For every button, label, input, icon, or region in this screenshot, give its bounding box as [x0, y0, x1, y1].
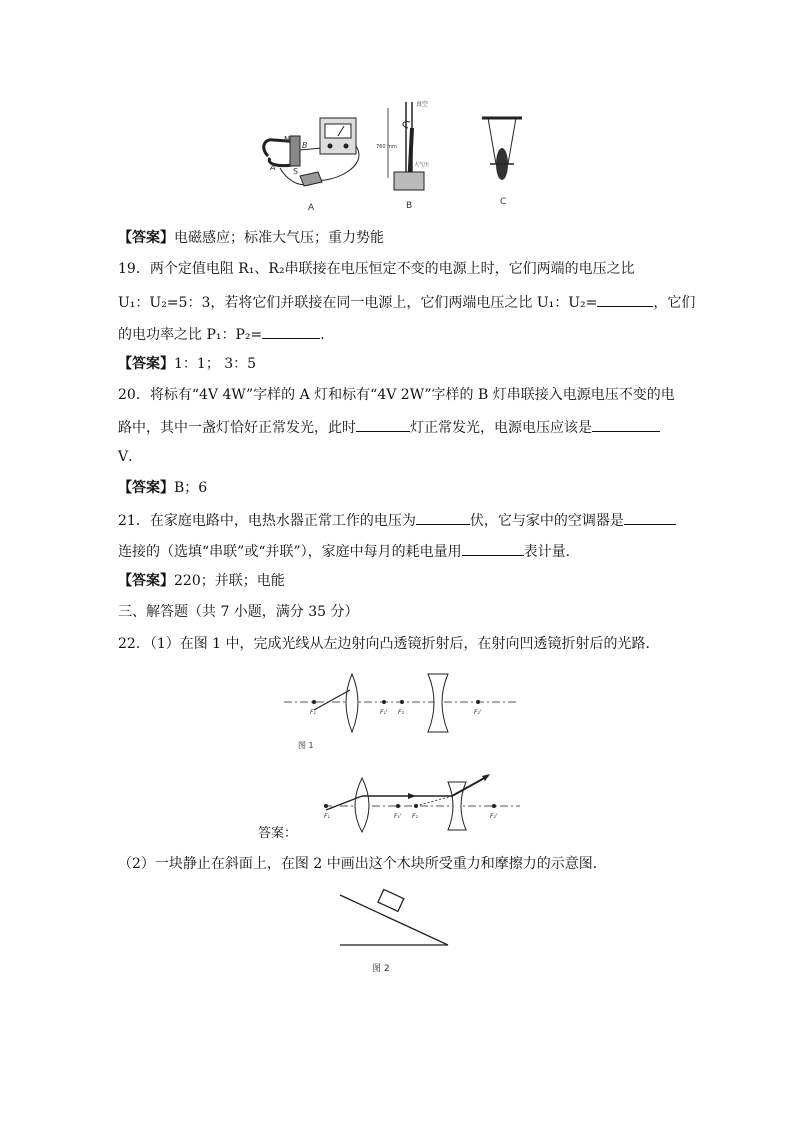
figure-a-caption: A — [308, 203, 315, 213]
question-21-line-1 — [118, 510, 676, 530]
figure-b-torricelli-barometer — [376, 100, 429, 211]
answer-tag: 【答案】 — [118, 573, 174, 589]
answer-20 — [118, 479, 207, 497]
figure-b-label-height: 760 mm — [376, 144, 397, 150]
label-f1: F₁ — [310, 709, 316, 716]
answer-blank — [597, 292, 653, 307]
question-19-line-3 — [118, 324, 334, 344]
answer-tag: 【答案】 — [118, 480, 174, 496]
answer-figure-label: 答案： — [258, 826, 298, 841]
wood-block — [378, 889, 404, 911]
label-f2-prime: F₂' — [474, 709, 482, 716]
answer-19 — [118, 355, 256, 373]
question-19-text-tail: ，它们 — [653, 295, 696, 311]
question-22-part-1: 22．（1）在图 1 中，完成光线从左边射向凸透镜折射后，在射向凹透镜折射后的光路． — [118, 636, 660, 652]
question-22-part-2: （2）一块静止在斜面上，在图 2 中画出这个木块所受重力和摩擦力的示意图． — [118, 856, 607, 872]
concave-lens — [428, 674, 448, 732]
figure-a-label-b: B — [302, 141, 308, 150]
figure-a-label-a: A — [270, 163, 276, 172]
figure-a-label-n: N — [284, 135, 290, 144]
label-f1-prime: F₁' — [394, 813, 402, 820]
question-19-line-2 — [118, 292, 695, 312]
question-20-text-mid: 灯正常发光，电源电压应该是 — [410, 420, 592, 436]
question-19-line-1: 19．两个定值电阻 R₁、R₂串联接在电压恒定不变的电源上时，它们两端的电压之比 — [118, 261, 635, 277]
answer-18 — [118, 229, 384, 247]
question-20-line-3: V． — [118, 449, 143, 465]
answer-tag: 【答案】 — [118, 356, 174, 372]
answer-tag: 【答案】 — [118, 230, 174, 246]
question-21-text: 连接的（选填“串联”或“并联”），家庭中每月的耗电量用 — [118, 544, 462, 560]
label-f2: F₂ — [412, 813, 418, 820]
question-20-text: 路中，其中一盏灯恰好正常发光，此时 — [118, 420, 356, 436]
question-20-line-2 — [118, 417, 660, 437]
label-f1: F₁ — [324, 813, 330, 820]
figure-1-caption: 图 1 — [298, 741, 314, 750]
question-19-text: 的电功率之比 P₁：P₂= — [118, 327, 263, 343]
label-f2: F₂ — [398, 709, 404, 716]
question-21-text-tail: 表计量． — [523, 544, 580, 560]
answer-blank — [356, 417, 410, 432]
apparatus-figures — [260, 98, 540, 218]
answer-blank — [624, 510, 676, 525]
answer-blank — [462, 541, 524, 556]
figure-b-label-atm: 大气压 — [414, 162, 430, 168]
figure-2-incline — [336, 885, 456, 975]
answer-18-text: 电磁感应；标准大气压；重力势能 — [174, 230, 384, 246]
convex-lens — [346, 674, 358, 732]
answer-figure-lens-diagram — [322, 770, 522, 834]
figure-b-label-vacuum: 真空 — [416, 101, 429, 108]
question-19-text-tail: ． — [320, 327, 335, 343]
question-21-line-2 — [118, 541, 580, 561]
answer-20-text: B；6 — [174, 480, 208, 496]
figure-a-label-s: S — [293, 167, 299, 176]
label-f2-prime: F₂' — [490, 813, 498, 820]
figure-1-lens-diagram — [282, 670, 522, 754]
answer-21-text: 220；并联；电能 — [174, 573, 285, 589]
question-21-text-mid: 伏，它与家中的空调器是 — [469, 513, 624, 529]
figure-a-electromagnetic-induction — [264, 118, 359, 213]
question-19-text: U₁：U₂=5：3，若将它们并联接在同一电源上，它们两端电压之比 U₁：U₂= — [118, 295, 598, 311]
figure-c-maxwell-wheel — [482, 118, 522, 207]
convex-lens — [355, 778, 369, 832]
section-3-heading: 三、解答题（共 7 小题，满分 35 分） — [118, 604, 359, 620]
label-f1-prime: F₁' — [380, 709, 388, 716]
question-21-text: 21．在家庭电路中，电热水器正常工作的电压为 — [118, 513, 416, 529]
figure-c-caption: C — [500, 197, 507, 207]
question-20-line-1: 20．将标有“4V 4W”字样的 A 灯和标有“4V 2W”字样的 B 灯串联接入电源电压不变的电 — [118, 387, 675, 403]
answer-21 — [118, 572, 285, 590]
answer-19-text: 1：1； 3：5 — [174, 356, 257, 372]
answer-blank — [592, 417, 660, 432]
incident-ray — [314, 690, 350, 710]
figure-2-caption: 图 2 — [372, 964, 390, 974]
figure-b-caption: B — [406, 201, 413, 211]
answer-blank — [262, 324, 320, 339]
answer-blank — [416, 510, 470, 525]
